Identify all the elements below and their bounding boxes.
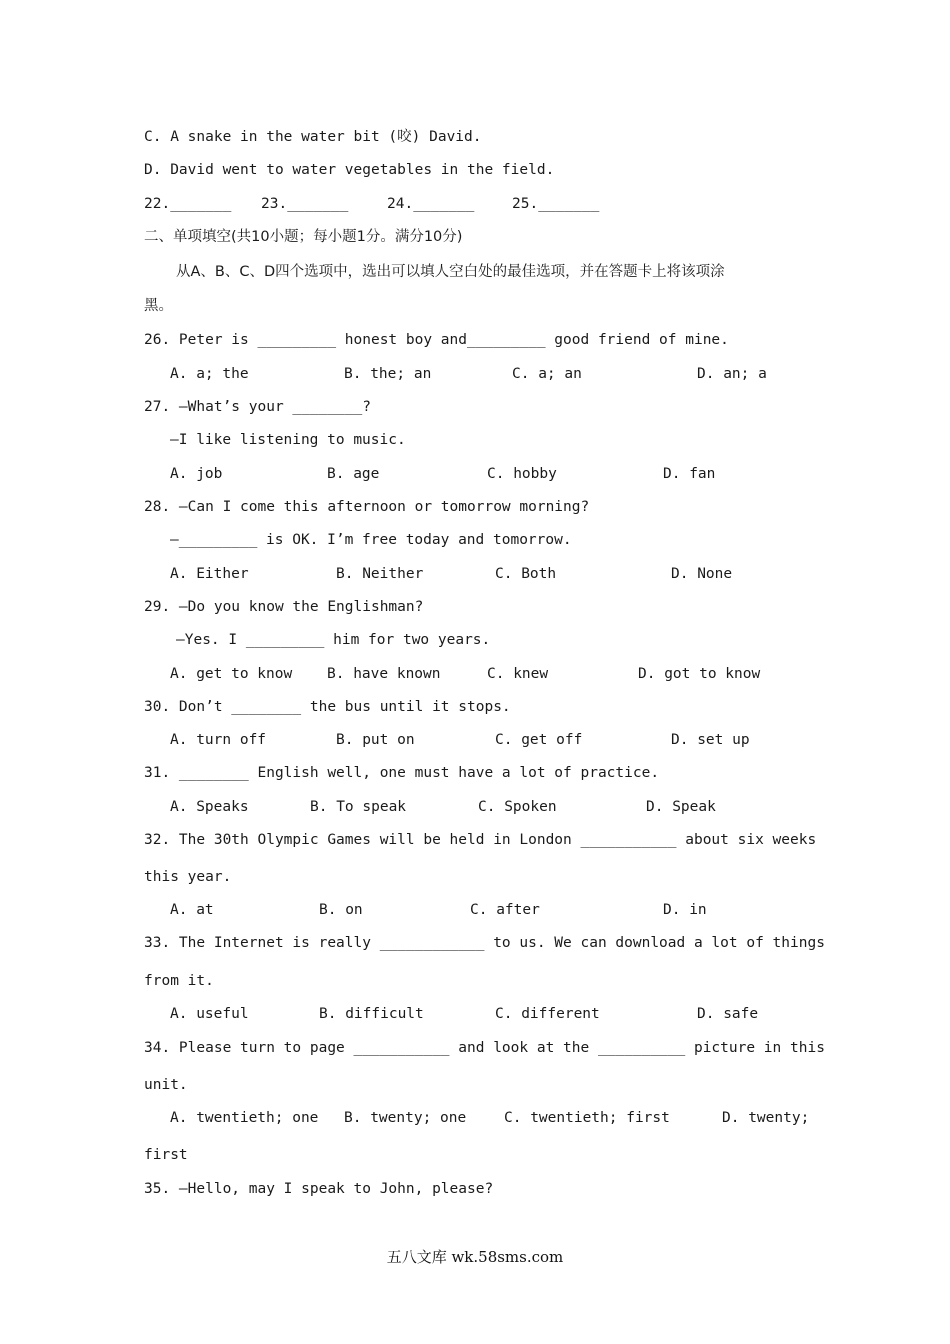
- q26-option-a: A. a; the: [170, 366, 249, 382]
- q33-option-d: D. safe: [697, 1006, 759, 1022]
- q28-response: —_________ is OK. I’m free today and tomorrow.: [170, 532, 572, 548]
- q32-option-b: B. on: [319, 902, 363, 918]
- question-28: 28. —Can I come this afternoon or tomorrow morning?: [144, 499, 590, 515]
- q26-option-b: B. the; an: [344, 366, 432, 382]
- section-heading: 二、单项填空(共10小题；每小题1分。满分10分): [144, 229, 463, 245]
- q29-option-a: A. get to know: [170, 666, 293, 682]
- question-30: 30. Don’t ________ the bus until it stops.: [144, 699, 511, 715]
- q30-option-c: C. get off: [495, 732, 583, 748]
- answer-blank-24: 24._______: [387, 196, 475, 212]
- question-33-continued: from it.: [144, 973, 214, 989]
- q28-option-c: C. Both: [495, 566, 557, 582]
- q28-option-b: B. Neither: [336, 566, 424, 582]
- option-c-line: C. A snake in the water bit (咬) David.: [144, 129, 482, 145]
- option-d-line: D. David went to water vegetables in the field.: [144, 162, 555, 178]
- q31-option-d: D. Speak: [646, 799, 716, 815]
- q34-option-d-continued: first: [144, 1147, 188, 1163]
- q29-option-c: C. knew: [487, 666, 549, 682]
- q27-option-a: A. job: [170, 466, 223, 482]
- q29-option-d: D. got to know: [638, 666, 761, 682]
- q31-option-c: C. Spoken: [478, 799, 557, 815]
- question-34: 34. Please turn to page ___________ and look at the __________ picture in this: [144, 1040, 825, 1056]
- q27-response: —I like listening to music.: [170, 432, 406, 448]
- q31-option-b: B. To speak: [310, 799, 407, 815]
- q33-option-c: C. different: [495, 1006, 600, 1022]
- q27-option-d: D. fan: [663, 466, 716, 482]
- instructions-line-1: 从A、B、C、D四个选项中，选出可以填人空白处的最佳选项，并在答题卡上将该项涂: [176, 264, 725, 280]
- q29-option-b: B. have known: [327, 666, 441, 682]
- q32-option-d: D. in: [663, 902, 707, 918]
- question-32-continued: this year.: [144, 869, 232, 885]
- q33-option-b: B. difficult: [319, 1006, 424, 1022]
- q34-option-d: D. twenty;: [722, 1110, 810, 1126]
- page-footer: 五八文库 wk.58sms.com: [386, 1248, 564, 1266]
- q30-option-a: A. turn off: [170, 732, 267, 748]
- answer-blank-23: 23._______: [261, 196, 349, 212]
- q32-option-c: C. after: [470, 902, 540, 918]
- q30-option-d: D. set up: [671, 732, 750, 748]
- q31-option-a: A. Speaks: [170, 799, 249, 815]
- instructions-line-2: 黑。: [144, 298, 173, 314]
- question-27: 27. —What’s your ________?: [144, 399, 371, 415]
- q32-option-a: A. at: [170, 902, 214, 918]
- question-26: 26. Peter is _________ honest boy and_________ good friend of mine.: [144, 332, 729, 348]
- answer-blank-22: 22._______: [144, 196, 232, 212]
- q28-option-d: D. None: [671, 566, 733, 582]
- question-29: 29. —Do you know the Englishman?: [144, 599, 424, 615]
- q27-option-b: B. age: [327, 466, 380, 482]
- q34-option-b: B. twenty; one: [344, 1110, 467, 1126]
- q26-option-c: C. a; an: [512, 366, 582, 382]
- question-35: 35. —Hello, may I speak to John, please?: [144, 1181, 494, 1197]
- q29-response: —Yes. I _________ him for two years.: [176, 632, 491, 648]
- q26-option-d: D. an; a: [697, 366, 767, 382]
- q30-option-b: B. put on: [336, 732, 415, 748]
- q27-option-c: C. hobby: [487, 466, 557, 482]
- question-32: 32. The 30th Olympic Games will be held in London ___________ about six weeks: [144, 832, 817, 848]
- question-33: 33. The Internet is really ____________ to us. We can download a lot of things: [144, 935, 825, 951]
- answer-blank-25: 25._______: [512, 196, 600, 212]
- q34-option-a: A. twentieth; one: [170, 1110, 319, 1126]
- q28-option-a: A. Either: [170, 566, 249, 582]
- q34-option-c: C. twentieth; first: [504, 1110, 670, 1126]
- question-34-continued: unit.: [144, 1077, 188, 1093]
- question-31: 31. ________ English well, one must have a lot of practice.: [144, 765, 660, 781]
- q33-option-a: A. useful: [170, 1006, 249, 1022]
